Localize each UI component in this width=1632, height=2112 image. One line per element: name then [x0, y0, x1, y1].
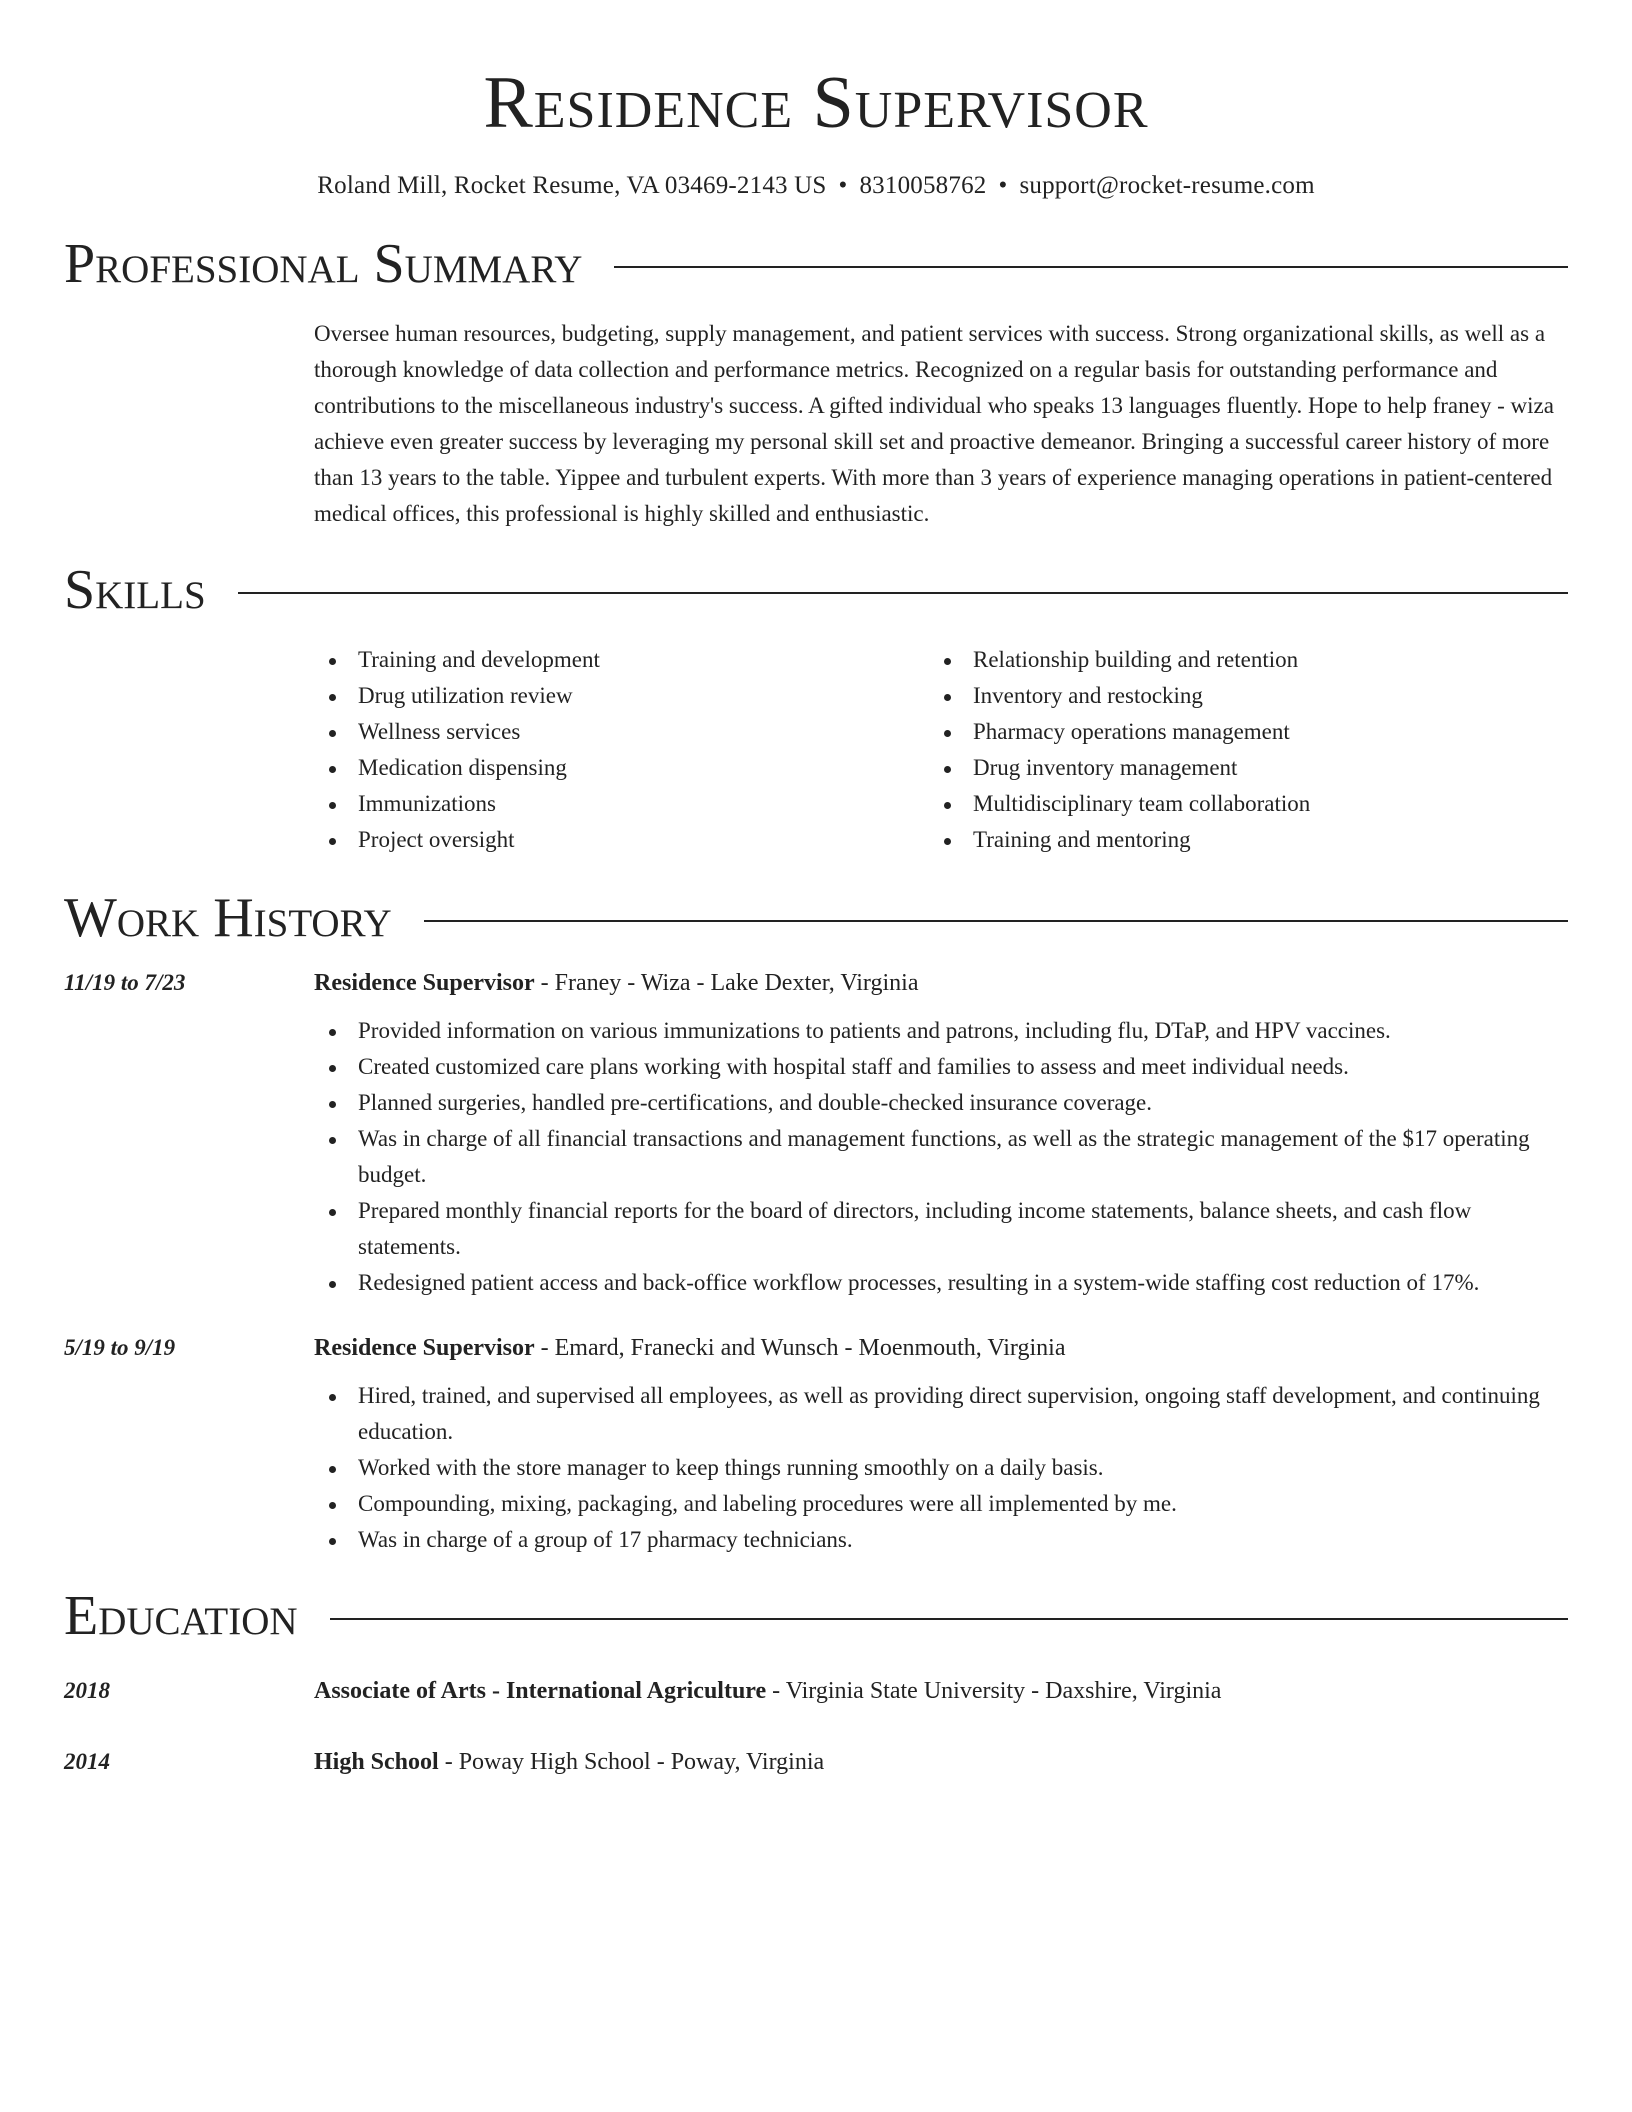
summary-title: Professional Summary — [64, 233, 583, 295]
education-year: 2018 — [64, 1678, 110, 1703]
contact-separator: • — [838, 172, 848, 199]
skill-item: Relationship building and retention — [929, 642, 1544, 678]
job-header — [64, 1335, 1568, 1362]
job-role: Residence Supervisor — [314, 1335, 535, 1361]
contact-separator: • — [998, 172, 1008, 199]
skill-item: Training and mentoring — [929, 822, 1544, 858]
section-divider — [330, 1618, 1568, 1620]
job-duty-item: Hired, trained, and supervised all employees, as well as providing direct supervision, ongoing staff development, and continuing education. — [314, 1378, 1568, 1450]
job-employer: - Franey - Wiza - Lake Dexter, Virginia — [534, 970, 919, 996]
education-entry — [64, 1749, 1568, 1776]
skills-section-header — [64, 558, 1568, 622]
job-duties — [314, 1378, 1568, 1558]
section-divider — [424, 920, 1568, 922]
contact-address: Roland Mill, Rocket Resume, VA 03469-2143 US — [317, 172, 827, 199]
job-duty-item: Redesigned patient access and back-office workflow processes, resulting in a system-wide staffing cost reduction of 17%. — [314, 1265, 1568, 1301]
skill-item: Immunizations — [314, 786, 929, 822]
skill-item: Training and development — [314, 642, 929, 678]
summary-text: Oversee human resources, budgeting, supply management, and patient services with success. Strong organizational skills, as well as a thorough knowledge of data collection and performance metrics. Recognized on a regular basis for outstanding performance and contributions to the miscellaneous industry's success. A gifted individual who speaks 13 languages fluently. Hope to help franey - wiza achieve even greater success by leveraging my personal skill set and proactive demeanor. Bringing a successful career history of more than 13 years to the table. Yippee and turbulent experts. With more than 3 years of experience managing operations in patient-centered medical offices, this professional is highly skilled and enthusiastic. — [314, 321, 1554, 526]
job-dates: 11/19 to 7/23 — [64, 970, 186, 995]
job-duties — [314, 1013, 1568, 1301]
skills-list — [314, 642, 1568, 858]
job-duty-item: Was in charge of a group of 17 pharmacy technicians. — [314, 1522, 1568, 1558]
job-dates: 5/19 to 9/19 — [64, 1335, 176, 1360]
education-line — [314, 1749, 824, 1776]
work-section-header — [64, 886, 1568, 950]
job-duty-item: Was in charge of all financial transactions and management functions, as well as the strategic management of the $17 operating budget. — [314, 1121, 1568, 1193]
job-title-line — [314, 970, 918, 997]
education-line — [314, 1678, 1221, 1705]
work-title: Work History — [64, 887, 392, 949]
contact-phone: 8310058762 — [859, 172, 987, 199]
skills-column-left — [314, 642, 929, 858]
job-entry — [64, 1335, 1568, 1558]
job-header — [64, 970, 1568, 997]
skill-item: Drug utilization review — [314, 678, 929, 714]
education-degree: High School — [314, 1749, 439, 1775]
summary-section-header — [64, 232, 1568, 296]
contact-line — [64, 172, 1568, 200]
job-duty-item: Planned surgeries, handled pre-certifications, and double-checked insurance coverage. — [314, 1085, 1568, 1121]
job-entry — [64, 970, 1568, 1301]
job-duty-item: Prepared monthly financial reports for the board of directors, including income statements, balance sheets, and cash flow statements. — [314, 1193, 1568, 1265]
education-entry — [64, 1678, 1568, 1705]
education-degree: Associate of Arts - International Agriculture — [314, 1678, 767, 1704]
skill-item: Wellness services — [314, 714, 929, 750]
job-title-line — [314, 1335, 1065, 1362]
job-duty-item: Compounding, mixing, packaging, and labeling procedures were all implemented by me. — [314, 1486, 1568, 1522]
education-section-header — [64, 1584, 1568, 1648]
education-year: 2014 — [64, 1749, 110, 1774]
education-title: Education — [64, 1585, 298, 1647]
job-employer: - Emard, Franecki and Wunsch - Moenmouth, Virginia — [534, 1335, 1066, 1361]
skill-item: Multidisciplinary team collaboration — [929, 786, 1544, 822]
contact-email: support@rocket-resume.com — [1019, 172, 1315, 199]
job-role: Residence Supervisor — [314, 970, 535, 996]
education-school: - Virginia State University - Daxshire, Virginia — [766, 1678, 1222, 1704]
skill-item: Drug inventory management — [929, 750, 1544, 786]
job-duty-item: Worked with the store manager to keep things running smoothly on a daily basis. — [314, 1450, 1568, 1486]
skill-item: Project oversight — [314, 822, 929, 858]
skill-item: Pharmacy operations management — [929, 714, 1544, 750]
job-duty-item: Created customized care plans working with hospital staff and families to assess and meet individual needs. — [314, 1049, 1568, 1085]
section-divider — [238, 592, 1568, 594]
education-school: - Poway High School - Poway, Virginia — [438, 1749, 825, 1775]
resume-name: Residence Supervisor — [483, 62, 1149, 144]
skills-column-right — [929, 642, 1544, 858]
resume-page — [64, 0, 1568, 1776]
job-duty-item: Provided information on various immunizations to patients and patrons, including flu, DTaP, and HPV vaccines. — [314, 1013, 1568, 1049]
skills-title: Skills — [64, 559, 206, 621]
section-divider — [614, 266, 1568, 268]
skill-item: Inventory and restocking — [929, 678, 1544, 714]
skill-item: Medication dispensing — [314, 750, 929, 786]
